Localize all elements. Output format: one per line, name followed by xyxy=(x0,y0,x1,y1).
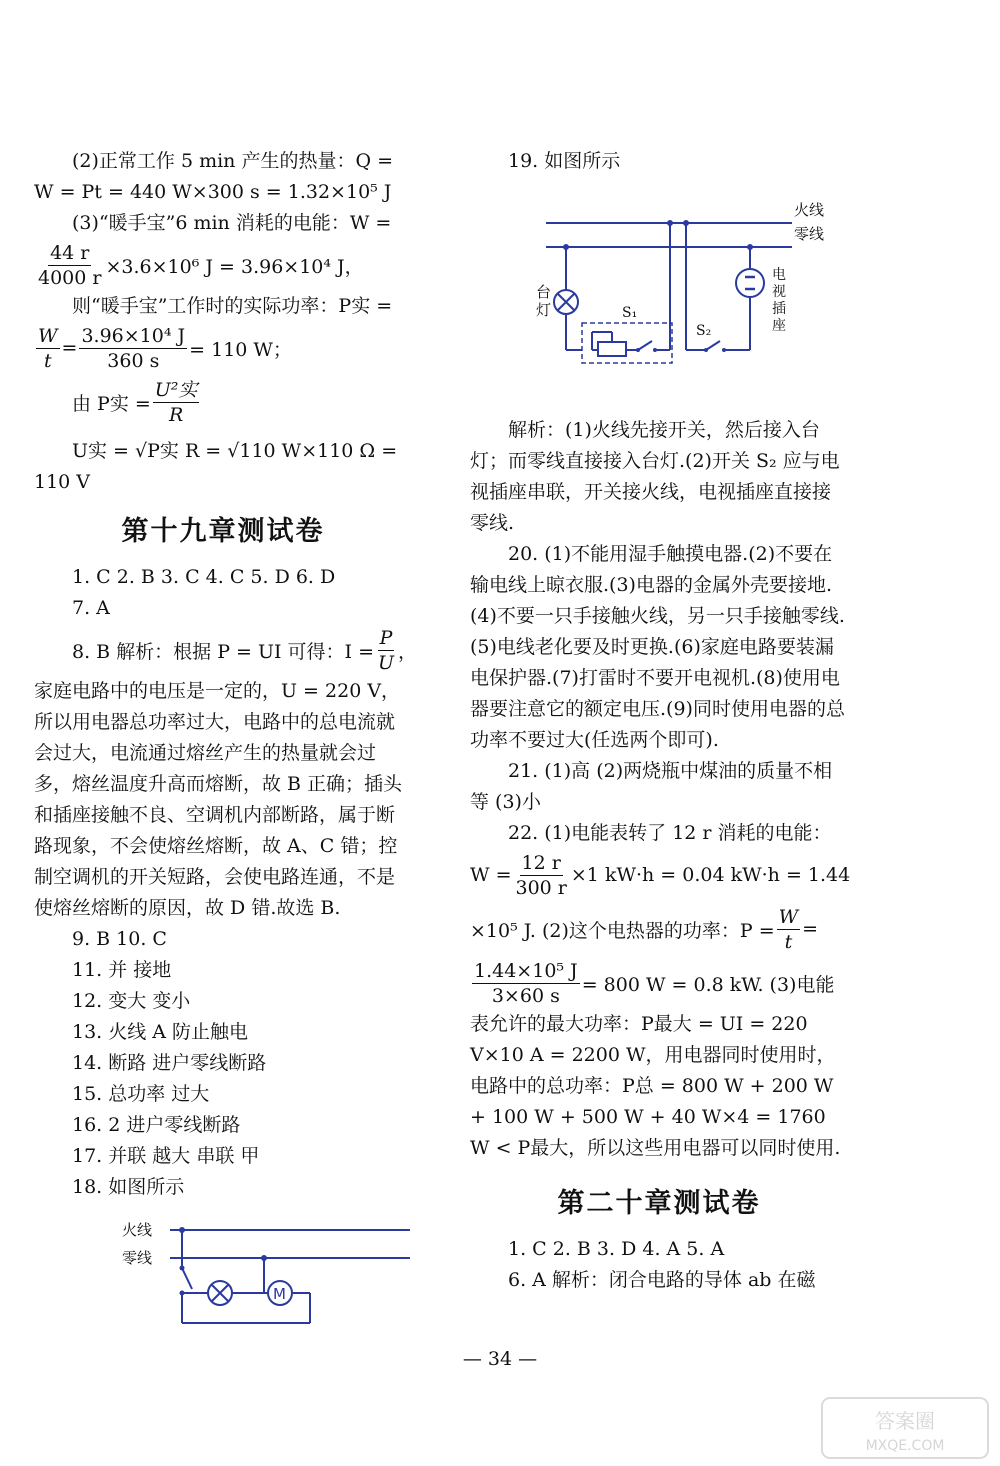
answer-11: 11. 并 接地 xyxy=(72,959,172,981)
page-number: — 34 — xyxy=(462,1348,538,1370)
answer-12: 12. 变大 变小 xyxy=(72,990,191,1012)
answer-22-rest: 表允许的最大功率：P最大 = UI = 220 V×10 A = 2200 W，用电器同时使用时，电路中的总功率：P总 = 800 W + 200 W + 100 W + 500 W + 40 W×4 = 1760 W < P最大，所以这些用电器可以同时使用. xyxy=(470,1013,841,1159)
answer-8-explanation: 家庭电路中的电压是一定的，U = 220 V，所以用电器总功率过大，电路中的总电流就会过大，电流通过熔丝产生的热量就会过多，熔丝温度升高而熔断，故 B 正确；插头和插座接触不良、空调机内部断路，属于断路现象，不会使熔丝熔断，故 A、C 错；控制空调机的开关短路，会使电路连通，不是使熔丝熔断的原因，故 D 错.故选 B. xyxy=(34,680,403,919)
answer-20-6: 6. A 解析：闭合电路的导体 ab 在磁 xyxy=(508,1269,816,1291)
answer-19-explanation: 解析：(1)火线先接开关，然后接入台灯；而零线直接接入台灯.(2)开关 S₂ 应与电视插座串联，开关接火线，电视插座直接接零线. xyxy=(470,419,840,534)
answer-7: 7. A xyxy=(72,597,110,619)
answer-20-1-5: 1. C 2. B 3. D 4. A 5. A xyxy=(508,1238,725,1260)
fraction: $\frac{W}{t}$ xyxy=(38,324,58,372)
rheostat-icon xyxy=(598,342,626,356)
tv-socket-label: 座 xyxy=(772,318,786,334)
watermark-logo xyxy=(820,1396,990,1460)
circuit-diagram-18 xyxy=(114,1213,414,1333)
left-column xyxy=(34,146,418,1333)
answer-8-head: 8. B 解析：根据 P = UI 可得：I = $\frac{P}{U}$ ， xyxy=(72,626,418,674)
tv-socket-label: 插 xyxy=(772,301,786,317)
chapter-heading-19: 第十九章测试卷 xyxy=(121,516,325,547)
left-line-5: 则“暖手宝”工作时的实际功率：P实 = xyxy=(72,295,393,317)
motor-label: M xyxy=(273,1285,286,1303)
socket-icon xyxy=(736,269,764,297)
answer-9-10: 9. B 10. C xyxy=(72,928,167,950)
answer-22-line-1: 22. (1)电能表转了 12 r 消耗的电能： xyxy=(508,822,832,844)
left-line-8: U实 = √P实 R = √110 W×110 Ω = xyxy=(72,440,398,462)
neutral-wire-label: 零线 xyxy=(794,225,825,243)
answer-15: 15. 总功率 过大 xyxy=(72,1083,210,1105)
svg-text:答案圈: 答案圈 xyxy=(875,1409,935,1433)
fraction: $\frac{W}{t}$ xyxy=(778,905,799,953)
answer-20: 20. (1)不能用湿手触摸电器.(2)不要在输电线上晾衣服.(3)电器的金属外壳要接地.(4)不要一只手接触火线，另一只手接触零线.(5)电线老化要及时更换.(6)家庭电路要装漏电保护器.(7)打雷时不要开电视机.(8)使用电器要注意它的额定电压.(9)同时使用电器的总功率不要过大(任选两个即可). xyxy=(470,543,845,751)
left-line-7: 由 P实 = $\frac{\text{U²实}}{R}$ xyxy=(72,378,198,426)
lamp-label: 灯 xyxy=(536,301,552,319)
fraction: $\frac{\text{1.44×10⁵ J}}{3\times 60 s}$ xyxy=(474,959,578,1007)
fraction: $\frac{\text{3.96×10⁴ J}}{360 s}$ xyxy=(81,324,186,372)
svg-text:MXQE.COM: MXQE.COM xyxy=(865,1438,945,1454)
tv-socket-label: 电 xyxy=(772,267,786,283)
answer-14: 14. 断路 进户零线断路 xyxy=(72,1052,267,1074)
answer-16: 16. 2 进户零线断路 xyxy=(72,1114,241,1136)
circuit-diagram-19 xyxy=(510,195,830,375)
fraction: $\frac{12 r}{300 r}$ xyxy=(515,851,567,899)
answer-22-line-4: $\frac{\text{1.44×10⁵ J}}{3\times 60 s}$ = 800 W = 0.8 kW. (3)电能 xyxy=(474,959,835,1007)
left-line-9: 110 V xyxy=(34,471,91,493)
switch-icon xyxy=(706,341,720,350)
answer-22-line-2: W = $\frac{12 r}{300 r}$ ×1 kW·h = 0.04 kW·h = 1.44 xyxy=(470,851,851,899)
left-line-3: (3)“暖手宝”6 min 消耗的电能：W = xyxy=(72,212,392,234)
left-line-6: $\frac{W}{t}$ = $\frac{\text{3.96×10⁴ J}}{360 s}$ = 110 W； xyxy=(38,324,292,372)
answer-21: 21. (1)高 (2)两烧瓶中煤油的质量不相等 (3)小 xyxy=(470,760,833,813)
s1-label: S₁ xyxy=(622,305,638,321)
answer-1-6: 1. C 2. B 3. C 4. C 5. D 6. D xyxy=(72,566,336,588)
left-line-2: W = Pt = 440 W×300 s = 1.32×10⁵ J xyxy=(34,181,392,203)
left-line-4: $\frac{44 r}{4000 r}$ ×3.6×10⁶ J = 3.96×10⁴ J， xyxy=(38,241,364,289)
switch-icon xyxy=(182,1268,192,1289)
answer-13: 13. 火线 A 防止触电 xyxy=(72,1021,249,1043)
chapter-heading-20: 第二十章测试卷 xyxy=(557,1188,761,1219)
lamp-label: 台 xyxy=(536,283,552,301)
live-wire-label: 火线 xyxy=(122,1221,153,1239)
fraction: $\frac{44 r}{4000 r}$ xyxy=(38,241,102,289)
neutral-wire-label: 零线 xyxy=(122,1249,153,1267)
answer-18: 18. 如图所示 xyxy=(72,1176,185,1198)
fraction: $\frac{\text{U²实}}{R}$ xyxy=(154,378,198,426)
fraction: $\frac{P}{U}$ xyxy=(378,626,395,674)
answer-22-line-3: ×10⁵ J. (2)这个电热器的功率：P = $\frac{W}{t}$ = xyxy=(470,905,819,953)
answer-19: 19. 如图所示 xyxy=(508,150,621,172)
answer-17: 17. 并联 越大 串联 甲 xyxy=(72,1145,260,1167)
tv-socket-label: 视 xyxy=(772,284,786,300)
left-line-1: (2)正常工作 5 min 产生的热量：Q = xyxy=(72,150,393,172)
live-wire-label: 火线 xyxy=(794,201,825,219)
s2-label: S₂ xyxy=(696,323,712,339)
switch-icon xyxy=(638,341,652,350)
right-column xyxy=(470,146,851,1296)
